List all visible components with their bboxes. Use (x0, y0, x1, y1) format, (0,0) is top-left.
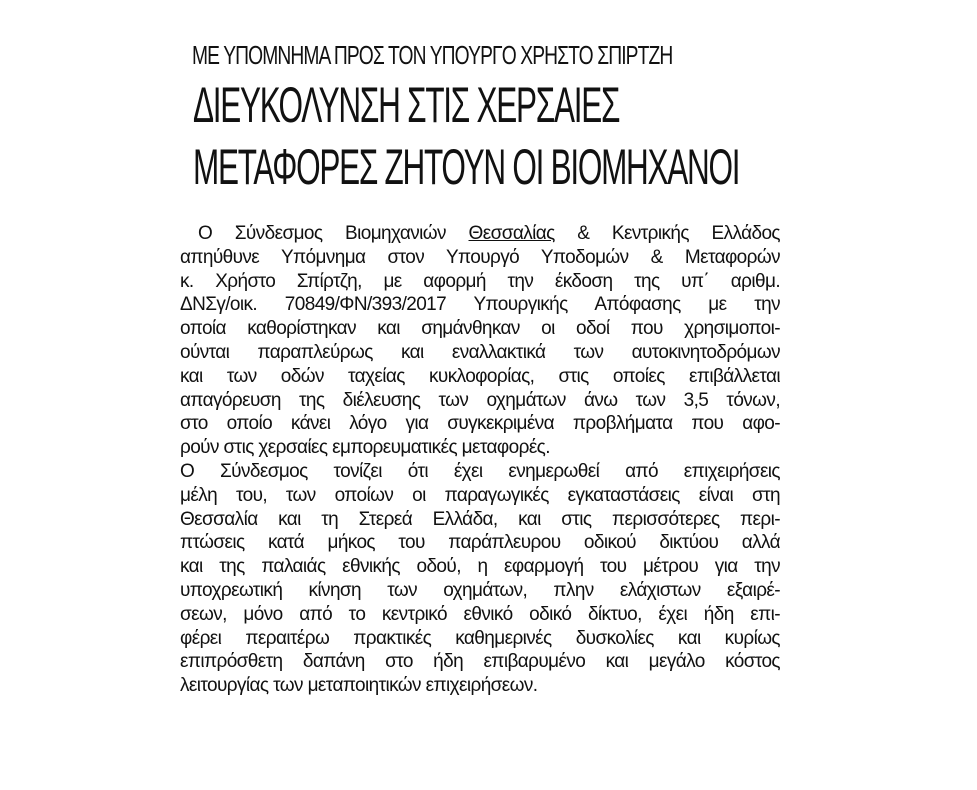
paragraph-line: πτώσεις κατά μήκος του παράπλευρου οδικού δικτύου αλλά (180, 532, 780, 554)
paragraph-line: απηύθυνε Υπόμνημα στον Υπουργό Υποδομών & Μεταφορών (180, 246, 780, 268)
news-article (180, 40, 780, 698)
paragraph-line: Ο Σύνδεσμος τονίζει ότι έχει ενημερωθεί από επιχειρήσεις (180, 460, 780, 482)
paragraph-line: οποία καθορίστηκαν και σημάνθηκαν οι οδοί που χρησιμοποι- (180, 318, 780, 340)
paragraph-line: στο οποίο κάνει λόγο για συγκεκριμένα προβλήματα που αφο- (180, 413, 780, 435)
paragraph-line: μέλη του, των οποίων οι παραγωγικές εγκαταστάσεις είναι στη (180, 484, 780, 506)
article-headline-line-2: ΜΕΤΑΦΟΡΕΣ ΖΗΤΟΥΝ ΟΙ ΒΙΟΜΗΧΑΝΟΙ (193, 139, 740, 195)
paragraph-line: και της παλαιάς εθνικής οδού, η εφαρμογή του μέτρου για την (180, 556, 780, 578)
paragraph-line: λειτουργίας των μεταποιητικών επιχειρήσεων. (180, 675, 538, 697)
paragraph-1-line-1 (180, 222, 780, 246)
paragraph-line: ρούν στις χερσαίες εμπορευματικές μεταφορές. (180, 437, 550, 459)
paragraph-line: απαγόρευση της διέλευσης των οχημάτων άνω των 3,5 τόνων, (180, 389, 780, 411)
paragraph-2 (180, 460, 780, 698)
underlined-term: Θεσσαλίας (468, 223, 555, 244)
paragraph-line: Θεσσαλία και τη Στερεά Ελλάδα, και στις περισσότερες περι- (180, 508, 780, 530)
paragraph-1-line-1-end: & Κεντρικής Ελλάδος (577, 223, 780, 244)
paragraph-line: και των οδών ταχείας κυκλοφορίας, στις οποίες επιβάλλεται (180, 365, 780, 387)
article-headline-line-1: ΔΙΕΥΚΟΛΥΝΣΗ ΣΤΙΣ ΧΕΡΣΑΙΕΣ (193, 77, 620, 133)
paragraph-1-line-1-start: Ο Σύνδεσμος Βιομηχανιών (198, 223, 446, 244)
article-kicker: ΜΕ ΥΠΟΜΝΗΜΑ ΠΡΟΣ ΤΟΝ ΥΠΟΥΡΓΟ ΧΡΗΣΤΟ ΣΠΙΡΤΖΗ (192, 40, 673, 70)
article-body (180, 222, 780, 698)
paragraph-line: ούνται παραπλεύρως και εναλλακτικά των αυτοκινητοδρόμων (180, 341, 780, 363)
paragraph-line: επιπρόσθετη δαπάνη στο ήδη επιβαρυμένο και μεγάλο κόστος (180, 651, 780, 673)
paragraph-line: υποχρεωτική κίνηση των οχημάτων, πλην ελάχιστων εξαιρέ- (180, 579, 780, 601)
paragraph-line: ΔΝΣγ/οικ. 70849/ΦΝ/393/2017 Υπουργικής Απόφασης με την (180, 294, 780, 316)
paragraph-1 (180, 222, 780, 460)
paragraph-line: φέρει περαιτέρω πρακτικές καθημερινές δυσκολίες και κυρίως (180, 627, 780, 649)
paragraph-line: κ. Χρήστο Σπίρτζη, με αφορμή την έκδοση της υπ΄ αριθμ. (180, 270, 780, 292)
paragraph-line: σεων, μόνο από το κεντρικό εθνικό οδικό δίκτυο, έχει ήδη επι- (180, 603, 780, 625)
